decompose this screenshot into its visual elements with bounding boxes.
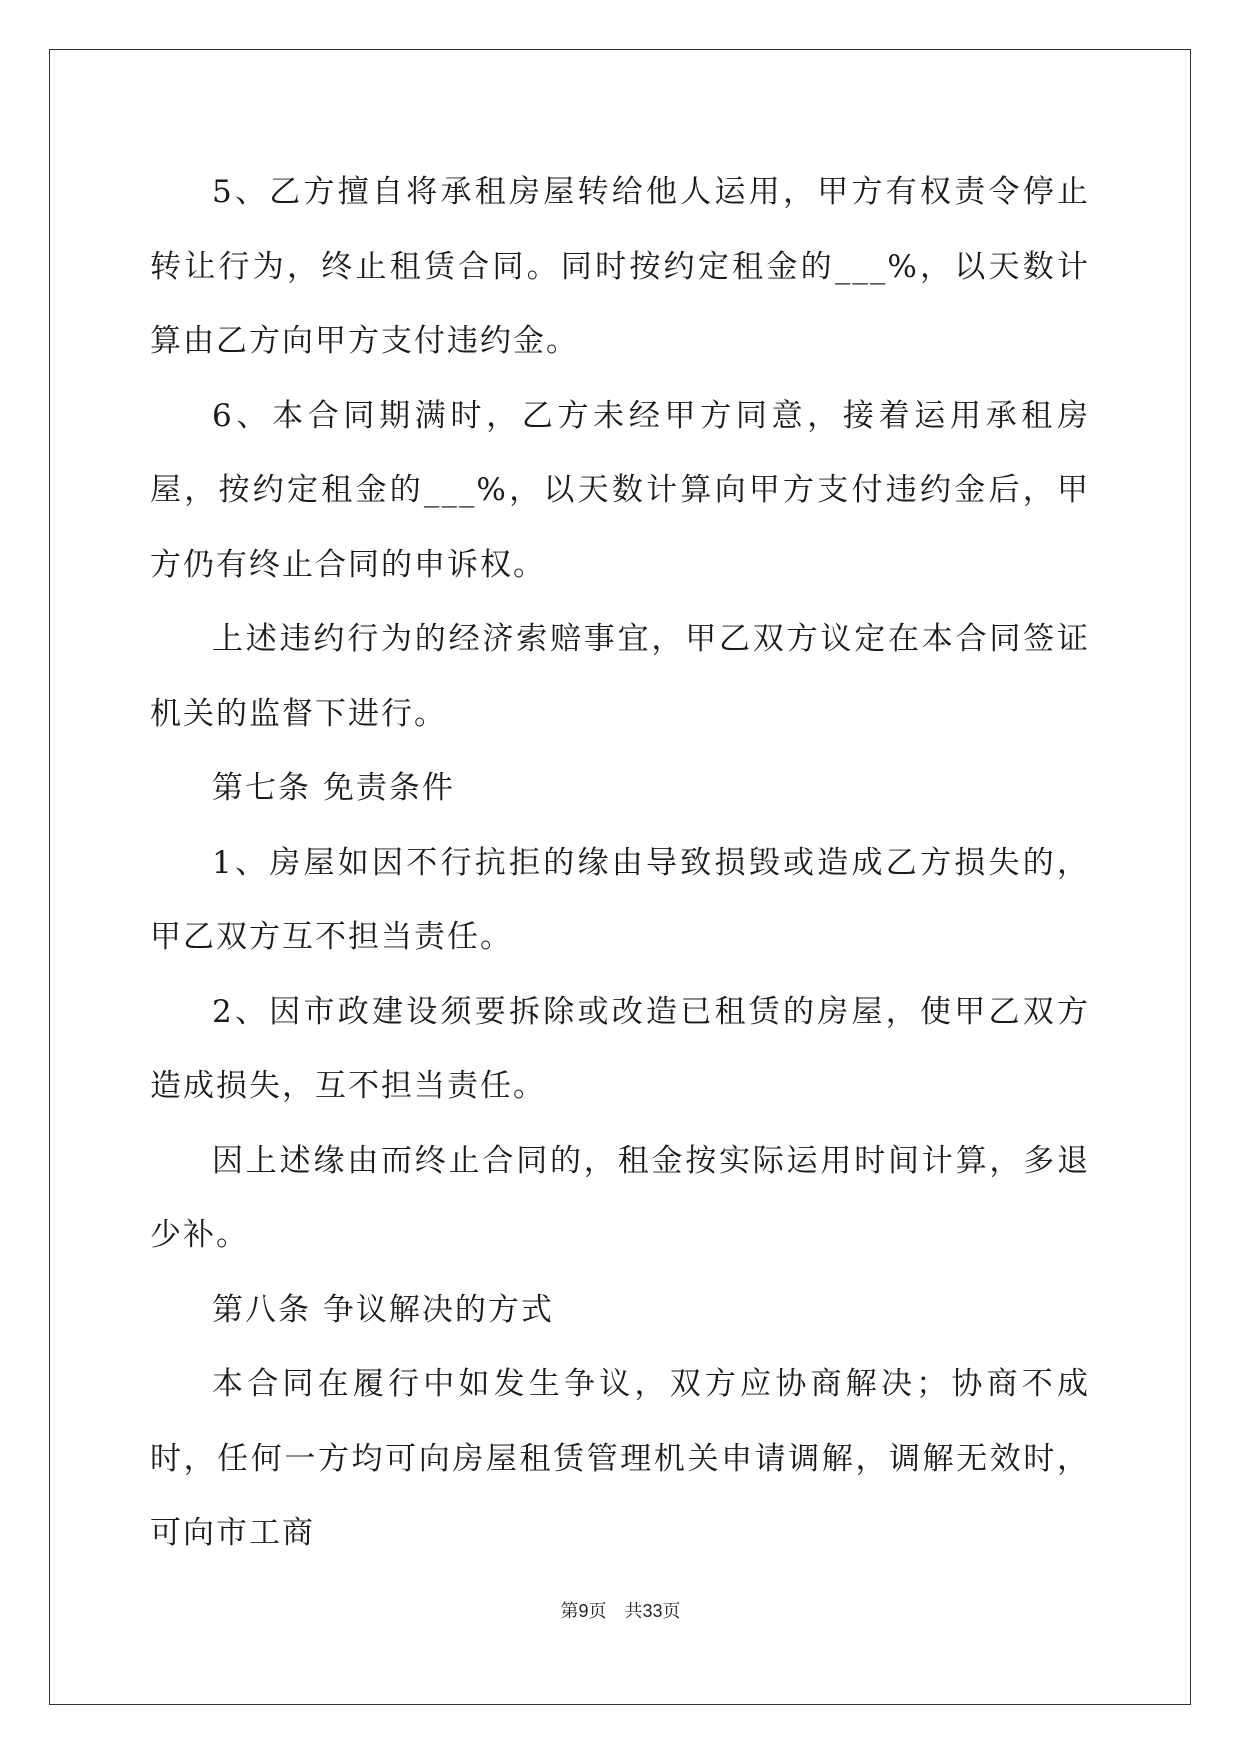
heading-article-7: 第七条 免责条件 [212,770,455,806]
page-footer [0,1597,1241,1623]
total-page-number: 33 [642,1601,663,1621]
paragraph-exemption-2: 2、因市政建设须要拆除或改造已租赁的房屋，使甲乙双方造成损失，互不担当责任。 [150,993,1090,1104]
paragraph-damages: 上述违约行为的经济索赔事宜，甲乙双方议定在本合同签证机关的监督下进行。 [150,621,1090,732]
heading-article-8: 第八条 争议解决的方式 [212,1291,554,1328]
footer-mid: 页 共 [588,1601,643,1622]
paragraph-rent-settlement: 因上述缘由而终止合同的，租金按实际运用时间计算，多退少补。 [150,1142,1090,1253]
paragraph-dispute: 本合同在履行中如发生争议，双方应协商解决；协商不成时，任何一方均可向房屋租赁管理机关申请调解，调解无效时，可向市工商 [150,1366,1090,1551]
paragraph-exemption-1: 1、房屋如因不行抗拒的缘由导致损毁或造成乙方损失的，甲乙双方互不担当责任。 [150,844,1090,955]
document-body [150,155,1090,1571]
footer-suffix: 页 [662,1601,681,1622]
current-page-number: 9 [578,1601,589,1621]
paragraph-clause-5: 5、乙方擅自将承租房屋转给他人运用，甲方有权责令停止转让行为，终止租赁合同。同时按约定租金的___%，以天数计算由乙方向甲方支付违约金。 [150,174,1090,359]
paragraph-clause-6: 6、本合同期满时，乙方未经甲方同意，接着运用承租房屋，按约定租金的___%，以天数计算向甲方支付违约金后，甲方仍有终止合同的申诉权。 [150,397,1090,583]
footer-prefix: 第 [560,1601,579,1622]
